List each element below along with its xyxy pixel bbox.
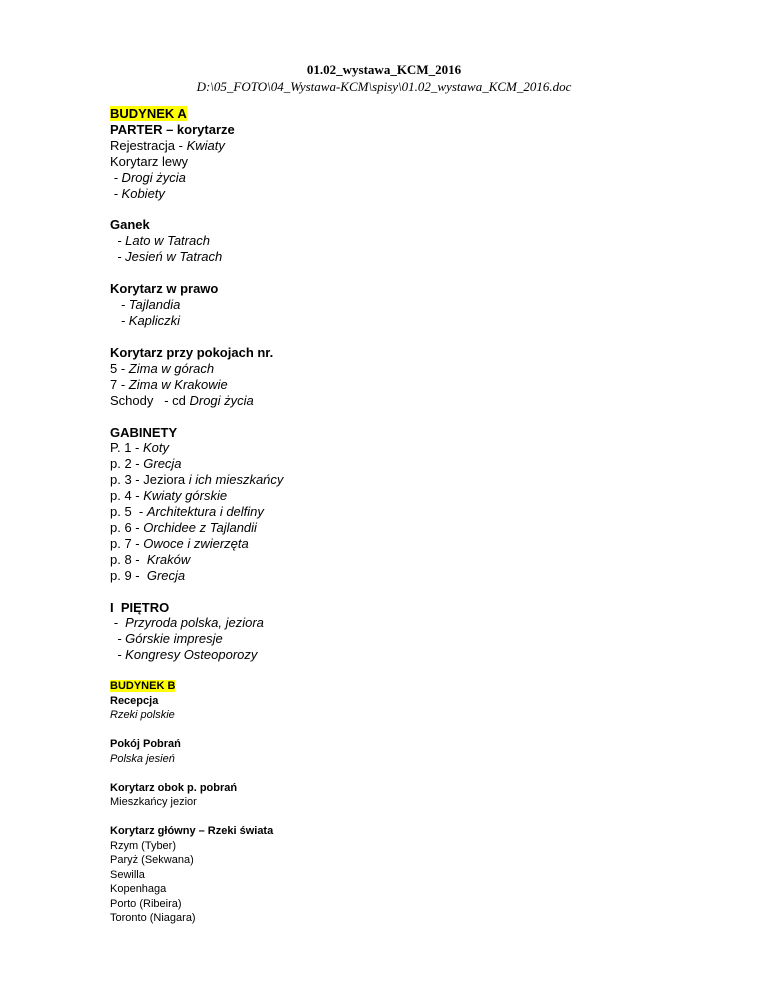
list-item: - Przyroda polska, jeziora [110, 615, 264, 631]
korytarz-obok-value: Mieszkańcy jezior [110, 796, 197, 809]
recepcja-heading: Recepcja [110, 694, 159, 707]
list-item: - Kobiety [110, 185, 165, 201]
document-path: D:\05_FOTO\04_Wystawa-KCM\spisy\01.02_wystawa_KCM_2016.doc [196, 79, 572, 94]
pokoj-pobran-value: Polska jesień [110, 752, 175, 765]
list-item: 7 - Zima w Krakowie [110, 376, 228, 392]
building-a-heading: BUDYNEK A [110, 106, 187, 121]
korytarz-prawo-heading: Korytarz w prawo [110, 281, 219, 297]
list-item: p. 6 - Orchidee z Tajlandii [110, 519, 257, 535]
building-b-section [110, 679, 730, 926]
korytarz-glowny-heading: Korytarz główny – Rzeki świata [110, 825, 274, 838]
list-item: - Górskie impresje [110, 631, 223, 647]
korytarz-obok-heading: Korytarz obok p. pobrań [110, 781, 238, 794]
list-item: p. 3 - Jeziora i ich mieszkańcy [110, 472, 284, 488]
korytarz-lewy-label: Korytarz lewy [110, 153, 189, 169]
list-item: p. 4 - Kwiaty górskie [110, 488, 228, 504]
list-item: Sewilla [110, 868, 145, 881]
list-item: p. 8 - Kraków [110, 551, 191, 567]
list-item: - Drogi życia [110, 169, 186, 185]
ganek-heading: Ganek [110, 217, 150, 233]
list-item: 5 - Zima w górach [110, 360, 215, 376]
gabinety-heading: GABINETY [110, 424, 178, 440]
list-item: - Kongresy Osteoporozy [110, 647, 258, 663]
korytarz-pokoje-heading: Korytarz przy pokojach nr. [110, 344, 274, 360]
document-body [110, 106, 730, 926]
list-item: p. 7 - Owoce i zwierzęta [110, 535, 249, 551]
list-item: p. 2 - Grecja [110, 456, 182, 472]
building-b-heading: BUDYNEK B [110, 680, 176, 693]
recepcja-value: Rzeki polskie [110, 709, 175, 722]
list-item: - Lato w Tatrach [110, 233, 210, 249]
list-item: Toronto (Niagara) [110, 912, 196, 925]
parter-heading: PARTER – korytarze [110, 121, 235, 137]
list-item: p. 5 - Architektura i delfiny [110, 504, 264, 520]
list-item: - Jesień w Tatrach [110, 249, 223, 265]
list-item: Paryż (Sekwana) [110, 854, 194, 867]
building-a-section [110, 106, 730, 679]
list-item: Rzym (Tyber) [110, 839, 176, 852]
list-item: - Tajlandia [110, 297, 181, 313]
list-item: Schody - cd Drogi życia [110, 392, 254, 408]
rejestracja-line: Rejestracja - Kwiaty [110, 137, 225, 153]
pietro-heading: I PIĘTRO [110, 599, 170, 615]
document-title: 01.02_wystawa_KCM_2016 [306, 62, 462, 77]
list-item: P. 1 - Koty [110, 440, 170, 456]
list-item: - Kapliczki [110, 312, 181, 328]
list-item: Kopenhaga [110, 883, 167, 896]
list-item: p. 9 - Grecja [110, 567, 186, 583]
list-item: Porto (Ribeira) [110, 897, 182, 910]
pokoj-pobran-heading: Pokój Pobrań [110, 738, 181, 751]
